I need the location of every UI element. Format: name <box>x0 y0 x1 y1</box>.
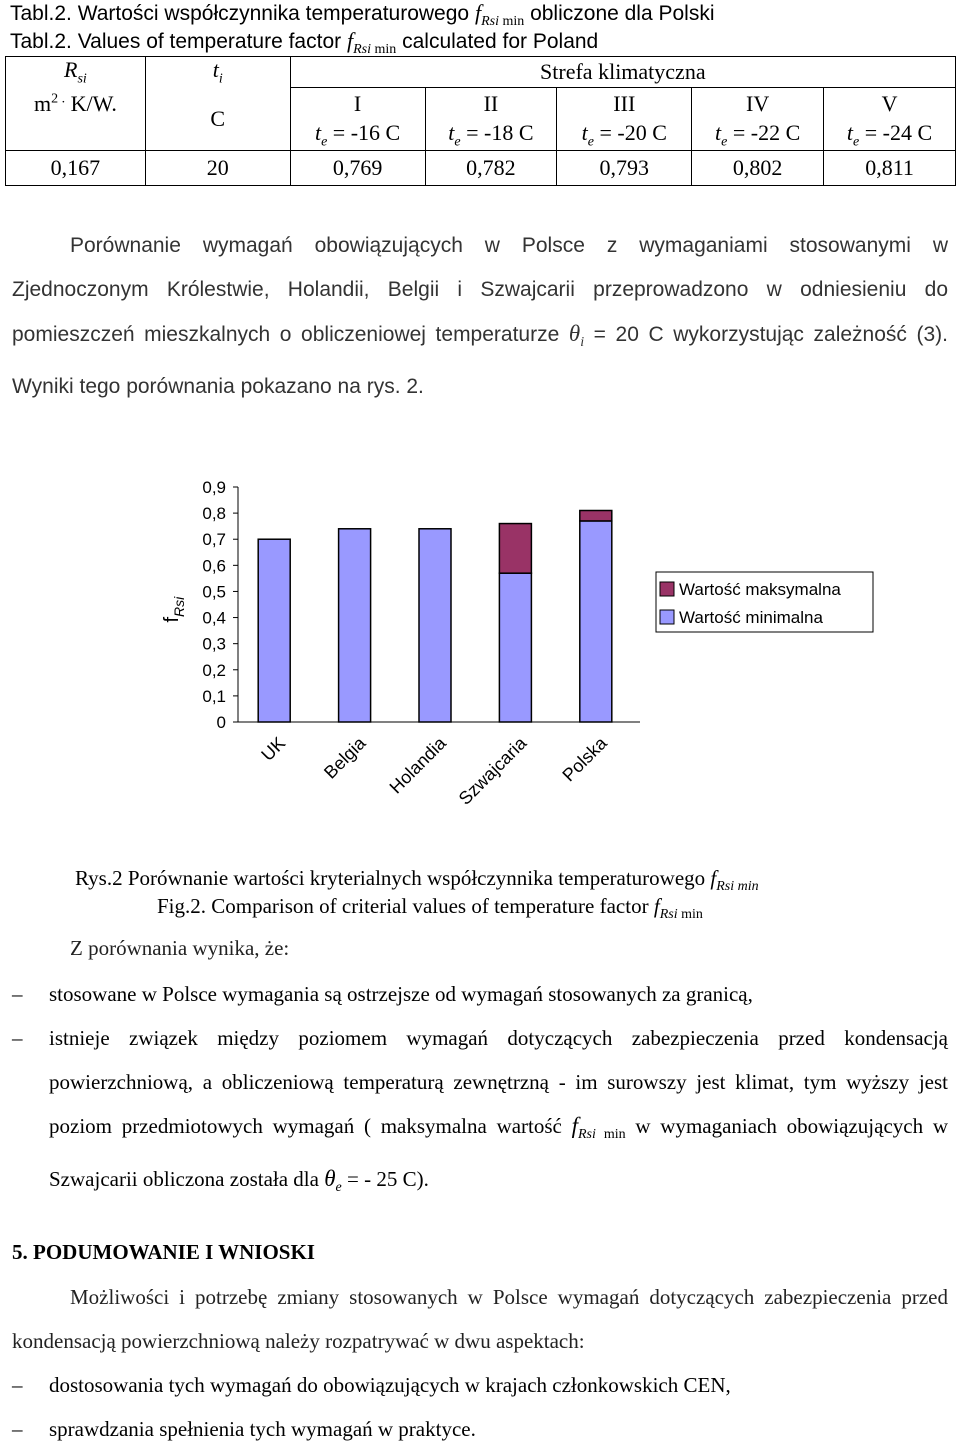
zone-5-temp: $t_e = -24$ C <box>824 120 956 151</box>
y-axis-label: $f_{Rsi}$ <box>161 596 187 623</box>
zone-4-roman: IV <box>692 87 824 120</box>
x-tick-label: Belgia <box>320 733 370 783</box>
comparison-chart <box>0 470 960 840</box>
y-tick-label: 0,4 <box>202 608 226 628</box>
row-rsi-value: 0,167 <box>6 151 146 186</box>
row-zone-3-value: 0,793 <box>557 151 692 186</box>
zone-1-roman: I <box>290 87 425 120</box>
unit-ti: C <box>145 87 290 150</box>
y-tick-label: 0,1 <box>202 686 226 706</box>
x-tick-label: Polska <box>558 733 611 786</box>
y-tick-label: 0,5 <box>202 582 226 602</box>
y-tick-label: 0,7 <box>202 530 226 550</box>
legend-label: Wartość minimalna <box>679 608 823 627</box>
bullet-cen-adaptation: – dostosowania tych wymagań do obowiązujących w krajach członkowskich CEN, <box>12 1363 948 1407</box>
bullet-stricter-requirements: – stosowane w Polsce wymagania są ostrzejsze od wymagań stosowanych za granicą, <box>12 972 948 1016</box>
zone-2-temp: $t_e = -18$ C <box>425 120 557 151</box>
row-zone-4-value: 0,802 <box>692 151 824 186</box>
paragraph-comparison: Porównanie wymagań obowiązujących w Polsce z wymaganiami stosowanymi w Zjednoczonym Królestwie, Holandii, Belgii i Szwajcarii przeprowadzono w odniesieniu do pomieszczeń mieszkalnych o obliczeniowej temperaturze $\theta_i = 20$ C wykorzystując zależność (3). Wyniki tego porównania pokazano na rys. 2. <box>12 234 949 399</box>
dash-marker: – <box>12 1026 23 1050</box>
legend-swatch <box>660 610 674 624</box>
y-tick-label: 0,9 <box>202 478 226 497</box>
x-tick-label: UK <box>257 733 290 765</box>
header-rsi: $R_{si}$ <box>6 57 146 88</box>
dash-marker: – <box>12 1417 23 1441</box>
zone-5-roman: V <box>824 87 956 120</box>
bar-min-belgia <box>339 529 371 722</box>
bar-min-polska <box>580 521 612 722</box>
dash-marker: – <box>12 1373 23 1397</box>
figure-caption-en: Fig.2. Comparison of criterial values of temperature factor $f_{Rsi min}$ <box>157 894 703 923</box>
dash-marker: – <box>12 982 23 1006</box>
bar-min-szwajcaria <box>499 573 531 722</box>
zone-1-temp: $t_e = -16$ C <box>290 120 425 151</box>
row-zone-5-value: 0,811 <box>824 151 956 186</box>
bar-max-polska <box>580 511 612 521</box>
zone-3-temp: $t_e = -20$ C <box>557 120 692 151</box>
zone-3-roman: III <box>557 87 692 120</box>
chart-plot <box>161 478 873 809</box>
figure-caption-pl: Rys.2 Porównanie wartości kryterialnych współczynnika temperaturowego $f_{Rsi min}$ <box>75 866 759 895</box>
legend-swatch <box>660 582 674 596</box>
section-heading: 5. PODUMOWANIE I WNIOSKI <box>12 1240 315 1264</box>
y-tick-label: 0,2 <box>202 660 226 680</box>
header-ti: $t_i$ <box>145 57 290 88</box>
unit-rsi: $m^{2 .}$ K/W. <box>6 87 146 150</box>
temperature-factor-table <box>5 56 956 186</box>
table-caption-en: Tabl.2. Values of temperature factor $f_{Rsi min}$ calculated for Poland <box>10 28 599 58</box>
header-climate-zone: Strefa klimatyczna <box>290 57 955 88</box>
bullet-climate-relation: – istnieje związek między poziomem wymagań dotyczących zabezpieczenia przed kondensacją powierzchniową, a obliczeniową temperaturą zewnętrzną - im surowszy jest klimat, tym wyższy jest poziom przedmiotowych wymagań ( maksymalna wartość $f_{Rsi min}$ w wymaganiach obowiązujących w Szwajcarii obliczona została dla $\theta_e$ = - 25 C). <box>12 1016 948 1210</box>
bar-max-szwajcaria <box>499 524 531 574</box>
y-tick-label: 0 <box>216 713 226 732</box>
paragraph-summary: Możliwości i potrzebę zmiany stosowanych w Polsce wymagań dotyczących zabezpieczenia przed kondensacją powierzchniową należy rozpatrywać w dwu aspektach: <box>12 1285 948 1353</box>
y-tick-label: 0,8 <box>202 504 226 524</box>
x-tick-label: Holandia <box>385 733 450 798</box>
table-caption-pl: Tabl.2. Wartości współczynnika temperaturowego $f_{Rsi min}$ obliczone dla Polski <box>10 0 715 30</box>
bullet-practice-check: – sprawdzania spełnienia tych wymagań w praktyce. <box>12 1407 948 1451</box>
row-zone-2-value: 0,782 <box>425 151 557 186</box>
legend-label: Wartość maksymalna <box>679 580 841 599</box>
bar-min-holandia <box>419 529 451 722</box>
y-tick-label: 0,3 <box>202 634 226 654</box>
zone-4-temp: $t_e = -22$ C <box>692 120 824 151</box>
row-ti-value: 20 <box>145 151 290 186</box>
conclusion-intro: Z porównania wynika, że: <box>70 936 290 960</box>
zone-2-roman: II <box>425 87 557 120</box>
x-tick-label: Szwajcaria <box>454 733 531 809</box>
row-zone-1-value: 0,769 <box>290 151 425 186</box>
bar-min-uk <box>258 539 290 722</box>
y-tick-label: 0,6 <box>202 556 226 576</box>
